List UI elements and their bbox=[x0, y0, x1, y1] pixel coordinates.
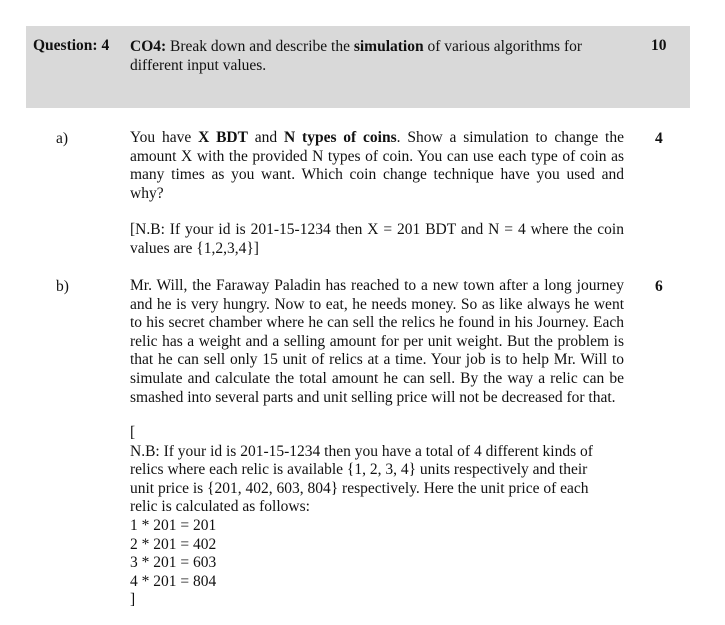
part-b-note-block bbox=[130, 424, 624, 610]
part-b-label: b) bbox=[56, 278, 69, 295]
part-a-text: You have X BDT and N types of coins. Show a simulation to change the amount X with the provided N types of coin. You can use each type of coin as many times as you want. Which coin change technique have you used and why? bbox=[130, 129, 624, 202]
open-bracket: [ bbox=[130, 424, 136, 441]
part-a-note: [N.B: If your id is 201-15-1234 then X = 201 BDT and N = 4 where the coin values are {1,2,3,4}] bbox=[130, 221, 624, 257]
part-a-marks: 4 bbox=[655, 130, 663, 147]
part-b-marks: 6 bbox=[655, 278, 663, 295]
course-outcome: CO4: bbox=[130, 38, 167, 55]
question-description: CO4: Break down and describe the simulation of various algorithms for different input values. bbox=[130, 38, 583, 74]
close-bracket: ] bbox=[130, 591, 136, 609]
simulation-keyword: simulation bbox=[353, 38, 424, 55]
calc-line: 2 * 201 = 402 bbox=[130, 535, 217, 553]
question-marks: 10 bbox=[651, 37, 667, 54]
calc-line: 1 * 201 = 201 bbox=[130, 516, 217, 534]
part-b-note: N.B: If your id is 201-15-1234 then you have a total of 4 different kinds of relics where each relic is available {1, 2, 3, 4} units respectively and their unit price is {201, 402, 603, 804} respectively. Here the unit price of each relic is calculated as follows: bbox=[130, 442, 593, 516]
calc-line: 4 * 201 = 804 bbox=[130, 572, 217, 590]
question-number: Question: 4 bbox=[33, 37, 110, 54]
part-b-text: Mr. Will, the Faraway Paladin has reached to a new town after a long journey and he is very hungry. Now to eat, he needs money. So as like always he went to his secret chamber where he can sell the relics he found in his Journey. Each relic has a weight and a selling amount for per unit weight. But the problem is that he can sell only 15 unit of relics at a time. Your job is to help Mr. Will to simulate and calculate the total amount he can sell. By the way a relic can be smashed into several parts and unit selling price will not be decreased for that. bbox=[130, 277, 624, 406]
part-a-label: a) bbox=[56, 130, 69, 147]
calc-line: 3 * 201 = 603 bbox=[130, 554, 217, 572]
